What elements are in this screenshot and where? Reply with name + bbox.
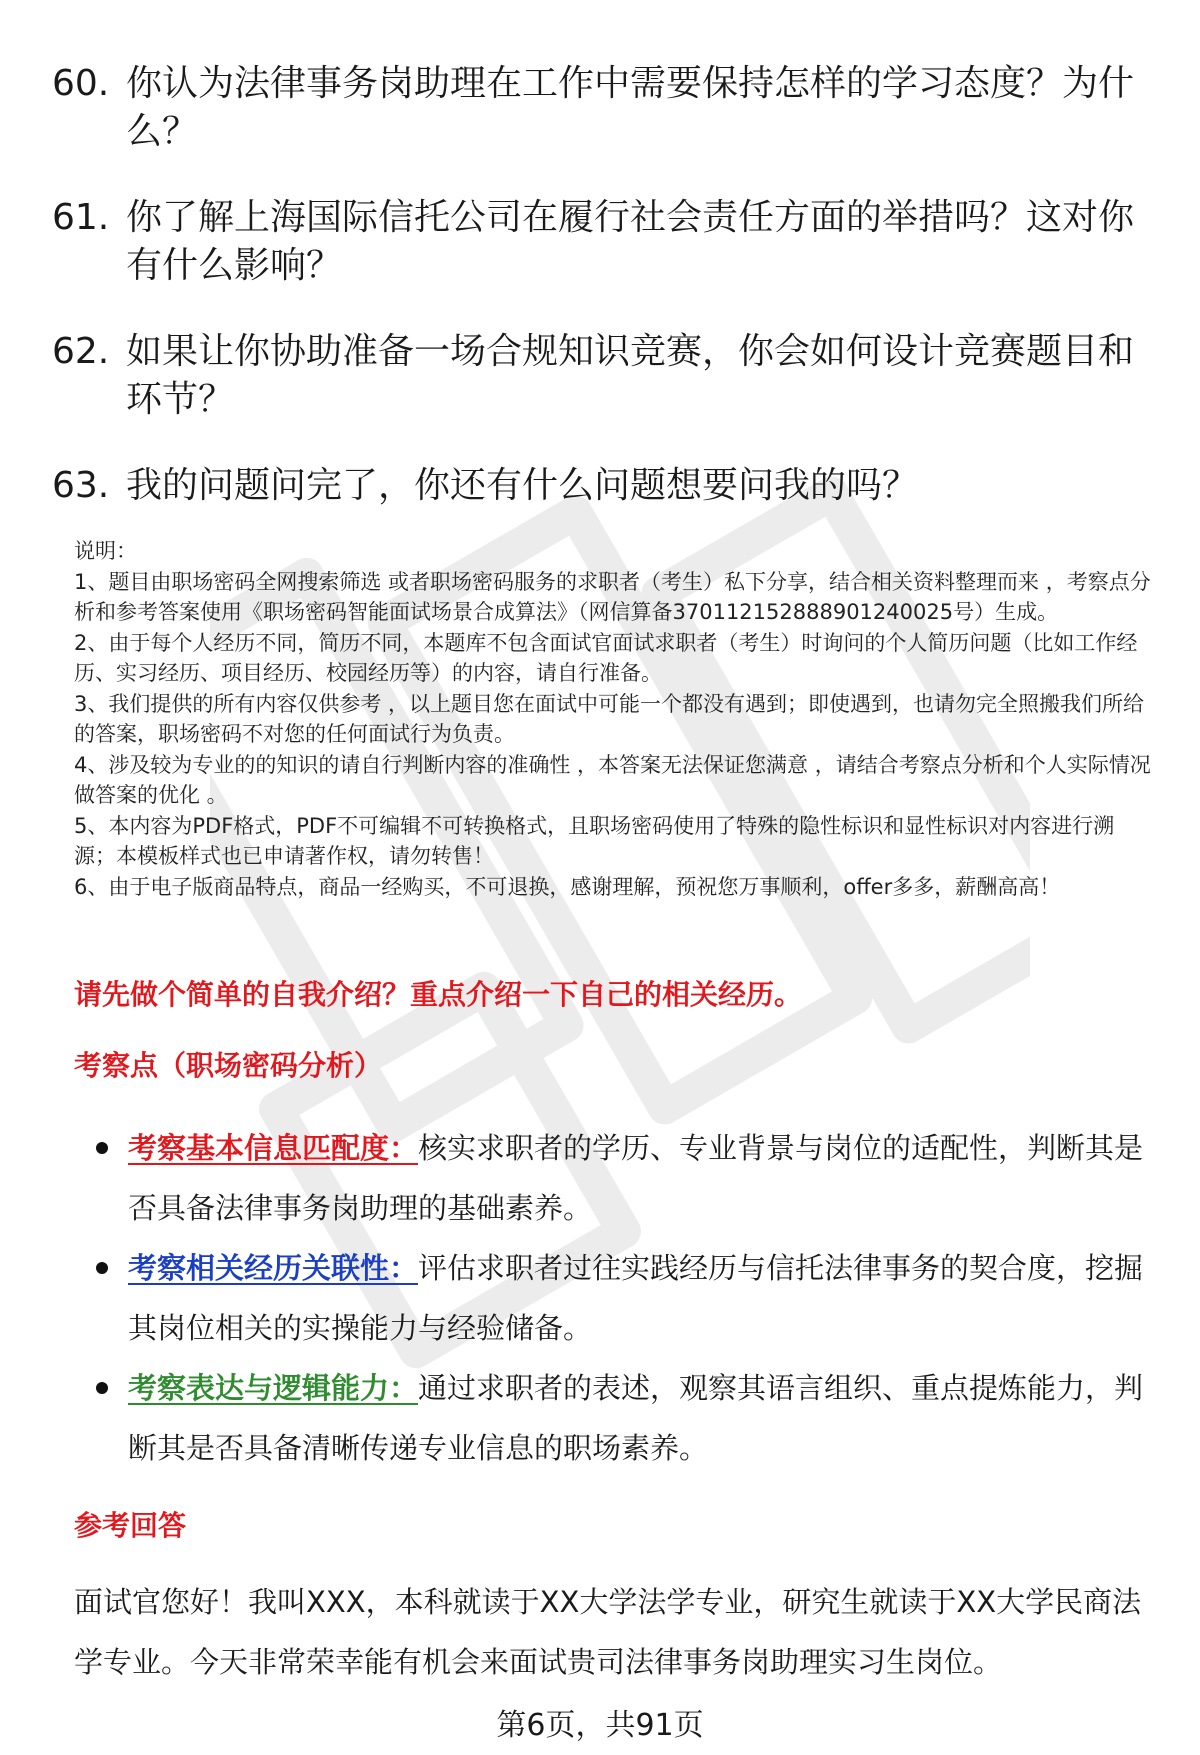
- key-point-item: [96, 1238, 1156, 1358]
- note-item: 3、我们提供的所有内容仅供参考 ，以上题目您在面试中可能一个都没有遇到；即使遇到，也请勿完全照搬我们所给的答案，职场密码不对您的任何面试行为负责。: [74, 691, 1145, 746]
- note-item: 5、本内容为PDF格式，PDF不可编辑不可转换格式，且职场密码使用了特殊的隐性标识和显性标识对内容进行溯源；本模板样式也已申请著作权，请勿转售！: [74, 813, 1115, 868]
- question-text: 我的问题问完了，你还有什么问题想要问我的吗？: [126, 465, 919, 506]
- key-point-text: 通过求职者的表述，观察其语言组织、重点提炼能力，判断其是否具备清晰传递专业信息的职场素养。: [128, 1371, 1144, 1465]
- question-number: 60.: [52, 63, 110, 104]
- bullet-icon: [96, 1142, 108, 1154]
- question-item: [52, 328, 1142, 424]
- key-points-list: [96, 1118, 1156, 1478]
- note-item: 4、涉及较为专业的的知识的请自行判断内容的准确性 ，本答案无法保证您满意 ，请结合考察点分析和个人实际情况做答案的优化 。: [74, 752, 1151, 807]
- question-number: 63.: [52, 465, 110, 506]
- question-number: 61.: [52, 197, 110, 238]
- page-footer: 第6页，共91页: [496, 1708, 704, 1743]
- note-item: 6、由于电子版商品特点，商品一经购买，不可退换，感谢理解，预祝您万事顺利，offer多多，薪酬高高！: [74, 874, 1061, 899]
- key-point-label: 考察基本信息匹配度：: [128, 1131, 419, 1165]
- question-item: [52, 462, 1142, 510]
- key-point-label: 考察相关经历关联性：: [128, 1251, 419, 1285]
- key-points-title: 考察点（职场密码分析）: [74, 1049, 383, 1082]
- question-item: [52, 60, 1142, 156]
- key-point-label: 考察表达与逻辑能力：: [128, 1371, 419, 1405]
- bullet-icon: [96, 1382, 108, 1394]
- main-question: 请先做个简单的自我介绍？重点介绍一下自己的相关经历。: [74, 978, 803, 1011]
- bullet-icon: [96, 1262, 108, 1274]
- question-item: [52, 194, 1142, 290]
- notes-title: 说明：: [74, 539, 137, 563]
- note-item: 1、题目由职场密码全网搜索筛选 或者职场密码服务的求职者（考生）私下分享，结合相关资料整理而来 ，考察点分析和参考答案使用《职场密码智能面试场景合成算法》（网信算备370112152888901240025号）生成。: [74, 569, 1151, 624]
- note-item: 2、由于每个人经历不同，简历不同，本题库不包含面试官面试求职者（考生）时询问的个人简历问题（比如工作经历、实习经历、项目经历、校园经历等）的内容，请自行准备。: [74, 630, 1138, 685]
- key-point-text: 核实求职者的学历、专业背景与岗位的适配性，判断其是否具备法律事务岗助理的基础素养。: [128, 1131, 1144, 1225]
- question-list: [52, 60, 1142, 548]
- reference-answer-title: 参考回答: [74, 1509, 187, 1542]
- question-text: 如果让你协助准备一场合规知识竞赛，你会如何设计竞赛题目和环节？: [126, 331, 1135, 420]
- key-point-item: [96, 1118, 1156, 1238]
- key-point-item: [96, 1358, 1156, 1478]
- question-text: 你了解上海国际信托公司在履行社会责任方面的举措吗？这对你有什么影响？: [126, 197, 1135, 286]
- question-number: 62.: [52, 331, 110, 372]
- reference-answer-text: 面试官您好！我叫XXX，本科就读于XX大学法学专业，研究生就读于XX大学民商法学专业。今天非常荣幸能有机会来面试贵司法律事务岗助理实习生岗位。: [74, 1585, 1142, 1679]
- disclaimer-notes: [74, 536, 1156, 902]
- key-point-text: 评估求职者过往实践经历与信托法律事务的契合度，挖掘其岗位相关的实操能力与经验储备。: [128, 1251, 1144, 1345]
- question-text: 你认为法律事务岗助理在工作中需要保持怎样的学习态度？为什么？: [126, 63, 1135, 152]
